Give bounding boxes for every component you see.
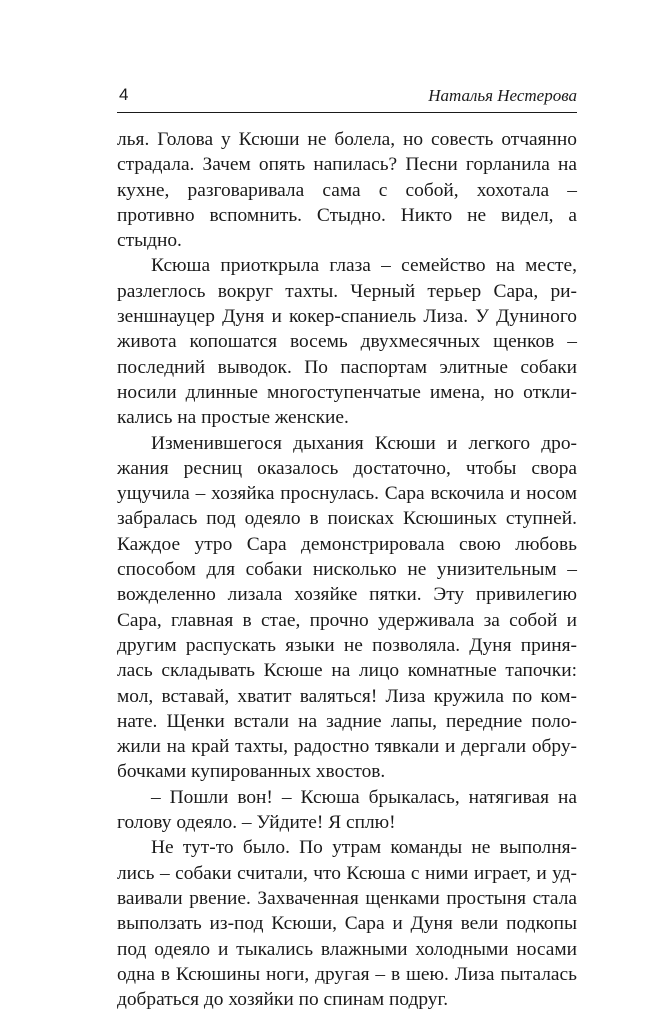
running-head: Наталья Нестерова bbox=[428, 86, 577, 105]
body-text bbox=[117, 127, 577, 1012]
paragraph: лья. Голова у Ксюши не болела, но совесть отчаянно страдала. Зачем опять напилась? Песни горланила на кухне, разговаривала сама с собой, хохотала – противно вспомнить. Стыдно. Никто не видел, а стыдно. bbox=[117, 129, 577, 252]
page-number: 4 bbox=[119, 85, 129, 104]
paragraph: Ксюша приоткрыла глаза – семейство на месте, разлеглось вокруг тахты. Черный терьер Сара, ризеншнауцер Дуня и кокер-спаниель Лиза. У Дуниного живота копошатся восемь двухмесячных щенков – последний выводок. По паспортам элитные собаки носили длинные многоступенчатые имена, но откликались на простые женские. bbox=[117, 255, 577, 429]
page-header bbox=[117, 82, 577, 113]
book-page bbox=[117, 82, 577, 1011]
paragraph: Не тут-то было. По утрам команды не выполнялись – собаки считали, что Ксюша с ними играет, и удваивали рвение. Захваченная щенками простыня стала выползать из-под Ксюши, Сара и Дуня вели подкопы под одеяло и тыкались влажными холодными носами одна в Ксюшины ноги, другая – в шею. Лиза пыталась добраться до хозяйки по спинам подруг. bbox=[117, 837, 577, 1011]
paragraph: Изменившегося дыхания Ксюши и легкого дрожания ресниц оказалось достаточно, чтобы свора ущучила – хозяйка проснулась. Сара вскочила и носом забралась под одеяло в поисках Ксюшиных ступней. Каждое утро Сара демонстрировала свою любовь способом для собаки нисколько не унизительным – вожделенно лизала хозяйке пятки. Эту привилегию Сара, главная в стае, прочно удерживала за собой и другим распускать языки не позволяла. Дуня принялась складывать Ксюше на лицо комнатные тапочки: мол, вставай, хватит валяться! Лиза кружила по комнате. Щенки встали на задние лапы, передние положили на край тахты, радостно тявкали и дергали обрубочками купированных хвостов. bbox=[117, 432, 577, 783]
paragraph: – Пошли вон! – Ксюша брыкалась, натягивая на голову одеяло. – Уйдите! Я сплю! bbox=[117, 786, 577, 834]
